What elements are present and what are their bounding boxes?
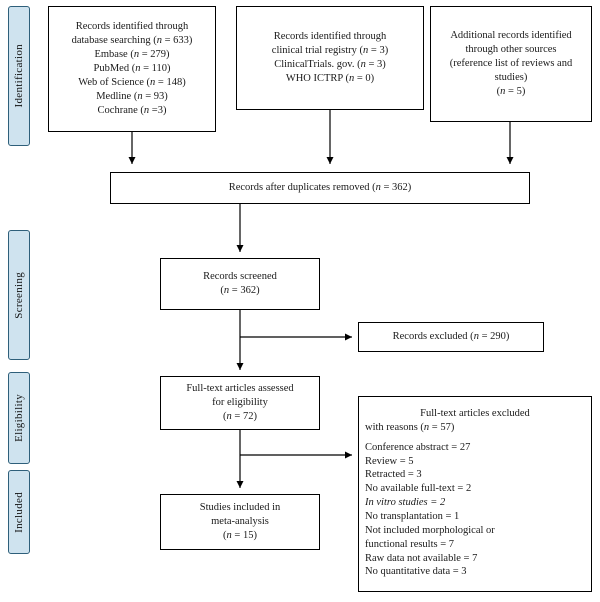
- box-line: (reference list of reviews and: [449, 58, 573, 70]
- box-line: No quantitative data = 3: [365, 566, 467, 578]
- stage-identification-label: Identification: [13, 44, 25, 108]
- box-line: Full-text articles assessed: [186, 383, 294, 395]
- box-line: Conference abstract = 27: [365, 441, 471, 453]
- box-line: Web of Science (n = 148): [78, 76, 186, 88]
- box-line: studies): [494, 71, 528, 83]
- box-line: with reasons (n = 57): [365, 421, 455, 433]
- box-line: meta-analysis: [211, 516, 269, 528]
- box-line: No transplantation = 1: [365, 511, 460, 523]
- box-line: for eligibility: [212, 397, 268, 409]
- stage-screening: [8, 230, 30, 360]
- box-line: Records screened: [203, 271, 277, 283]
- box-line: Studies included in: [199, 502, 281, 514]
- box-other-sources: [430, 6, 592, 122]
- stage-eligibility-label: Eligibility: [13, 394, 25, 442]
- box-studies-included: [160, 494, 320, 550]
- box-line: (n = 72): [223, 410, 257, 422]
- box-line: Cochrane (n =3): [97, 104, 167, 116]
- box-line: Not included morphological or: [365, 524, 495, 536]
- box-line: through other sources: [465, 44, 557, 56]
- box-line: Review = 5: [365, 455, 414, 467]
- stage-screening-label: Screening: [13, 271, 25, 319]
- box-line: No available full-text = 2: [365, 483, 472, 495]
- box-line: clinical trial registry (n = 3): [271, 45, 389, 57]
- box-duplicates-removed: [110, 172, 530, 204]
- box-line: database searching (n = 633): [71, 35, 193, 47]
- box-fulltext-excluded: [358, 396, 592, 592]
- box-line: Retracted = 3: [365, 469, 422, 481]
- box-fulltext-assessed: [160, 376, 320, 430]
- box-line: Records identified through: [273, 31, 387, 43]
- box-line: Embase (n = 279): [94, 49, 170, 61]
- box-line: (n = 362): [220, 285, 260, 296]
- box-line: Full-text articles excluded: [420, 408, 530, 419]
- box-line: Records identified through: [75, 21, 189, 33]
- stage-included: [8, 470, 30, 554]
- box-database-search: [48, 6, 216, 132]
- box-line: WHO ICTRP (n = 0): [285, 72, 375, 84]
- box-line: Additional records identified: [450, 30, 572, 42]
- box-line: PubMed (n = 110): [93, 63, 171, 75]
- box-line: In vitro studies = 2: [365, 497, 446, 509]
- box-records-screened: [160, 258, 320, 310]
- box-line: (n = 15): [223, 529, 257, 541]
- box-line: Records excluded (n = 290): [392, 331, 510, 343]
- stage-included-label: Included: [13, 491, 25, 533]
- box-line: Medline (n = 93): [96, 90, 168, 102]
- box-line: ClinicalTrials. gov. (n = 3): [274, 59, 386, 70]
- stage-eligibility: [8, 372, 30, 464]
- box-line: Records after duplicates removed (n = 362): [228, 182, 412, 194]
- box-trial-registry: [236, 6, 424, 110]
- box-line: (n = 5): [496, 85, 526, 97]
- box-line: Raw data not available = 7: [365, 552, 478, 564]
- box-records-excluded: [358, 322, 544, 352]
- stage-identification: [8, 6, 30, 146]
- box-line: functional results = 7: [365, 538, 455, 550]
